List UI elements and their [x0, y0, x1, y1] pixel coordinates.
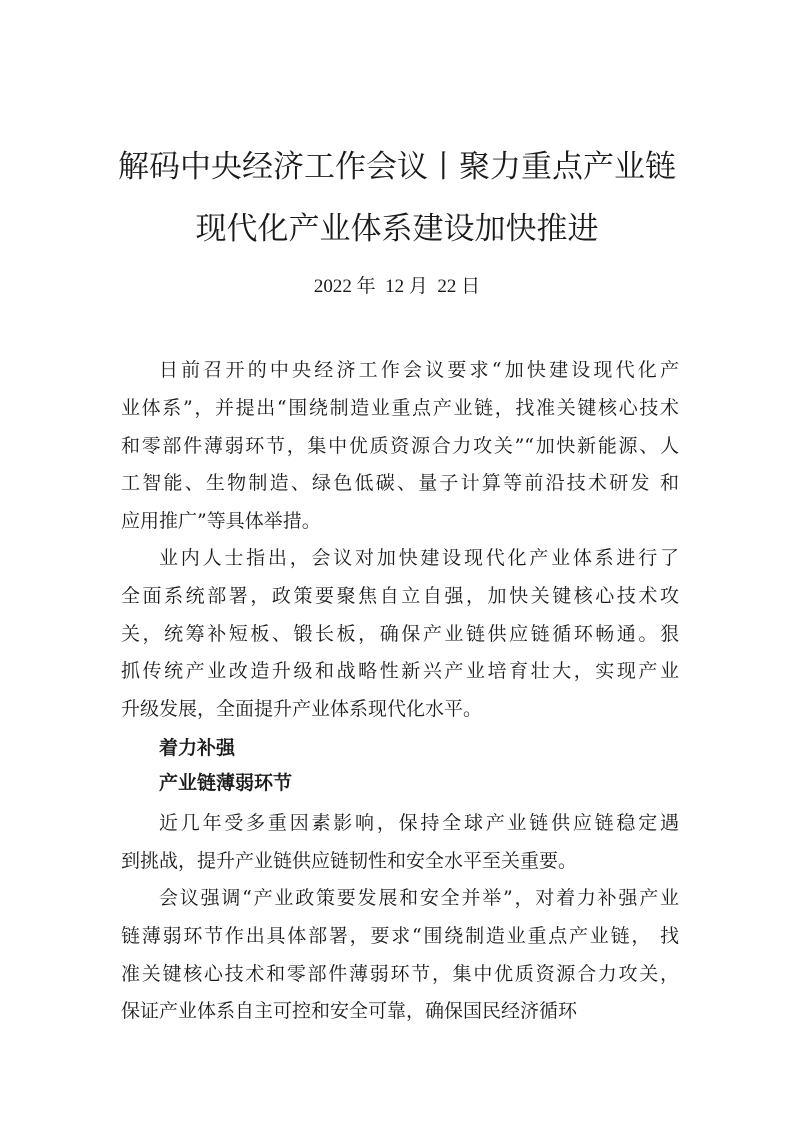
paragraph-2-line: 业内人士指出，会议对加快建设现代化产业体系进行了	[159, 547, 679, 569]
paragraph-2	[121, 540, 679, 729]
paragraph-3-line: 到挑战，提升产业链供应链韧性和安全水平至关重要。	[121, 849, 578, 872]
section-subheading-2: 产业链薄弱环节	[159, 772, 293, 794]
paragraph-4-line: 会议强调“产业政策要发展和安全并举”，对着力补强产业	[159, 887, 679, 909]
paragraph-1-line: 和零部件薄弱环节，集中优质资源合力攻关”“加快新能源、人	[121, 434, 679, 457]
paragraph-2-line: 升级发展，全面提升产业体系现代化水平。	[121, 698, 483, 721]
paragraph-1-line: 业体系”，并提出“围绕制造业重点产业链，找准关键核心技术	[121, 396, 679, 419]
paragraph-2-line: 抓传统产业改造升级和战略性新兴产业培育壮大，实现产业	[121, 660, 679, 683]
paragraph-4	[121, 880, 679, 1031]
document-title-line-2: 现代化产业体系建设加快推进	[195, 211, 599, 247]
paragraph-3-line: 近几年受多重因素影响，保持全球产业链供应链稳定遇	[159, 812, 679, 834]
paragraph-4-line: 准关键核心技术和零部件薄弱环节，集中优质资源合力攻关，	[121, 962, 679, 985]
publish-date: 2022 年 12 月 22 日	[313, 276, 481, 297]
paragraph-2-line: 关，统筹补短板、锻长板，确保产业链供应链循环畅通。狠	[121, 622, 679, 645]
paragraph-1-line: 工智能、生物制造、绿色低碳、量子计算等前沿技术研发 和	[121, 472, 679, 495]
document-title-line-1: 解码中央经济工作会议丨聚力重点产业链	[118, 149, 676, 185]
paragraph-1-line: 应用推广”等具体举措。	[121, 510, 321, 533]
section-subheading-1: 着力补强	[159, 737, 236, 759]
paragraph-1-line: 日前召开的中央经济工作会议要求“加快建设现代化产	[159, 359, 679, 381]
paragraph-3	[121, 805, 679, 881]
paragraph-1	[121, 352, 679, 541]
paragraph-4-line: 保证产业体系自主可控和安全可靠，确保国民经济循环	[121, 1000, 578, 1023]
paragraph-2-line: 全面系统部署，政策要聚焦自立自强，加快关键核心技术攻	[121, 584, 679, 607]
paragraph-4-line: 链薄弱环节作出具体部署，要求“围绕制造业重点产业链， 找	[121, 924, 679, 947]
